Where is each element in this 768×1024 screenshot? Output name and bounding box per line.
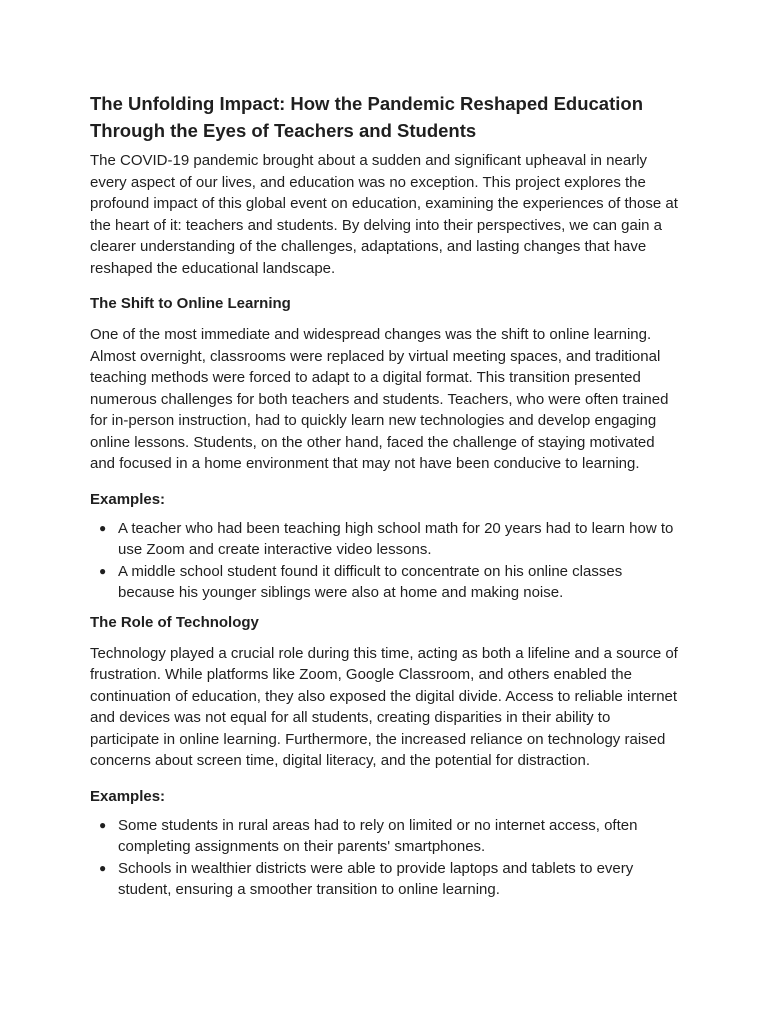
list-item bbox=[99, 518, 678, 561]
bullet-icon: ● bbox=[99, 520, 107, 535]
examples-label: Examples: bbox=[90, 787, 166, 805]
intro-paragraph: The COVID-19 pandemic brought about a sudden and significant upheaval in nearly every aspect of our lives, and education was no exception. This project explores the profound impact of this global event on education, examining the experiences of those at the heart of it: teachers and students. By delving into their perspectives, we can gain a clearer understanding of the challenges, adaptations, and lasting changes that have reshaped the educational landscape. bbox=[90, 152, 678, 277]
examples-list bbox=[90, 518, 678, 604]
section-body-technology: Technology played a crucial role during this time, acting as both a lifeline and a source of frustration. While platforms like Zoom, Google Classroom, and others enabled the continuation of education, they also exposed the digital divide. Access to reliable internet and devices was not equal for all students, creating disparities in their ability to participate in online learning. Furthermore, the increased reliance on technology raised concerns about screen time, digital literacy, and the potential for distraction. bbox=[90, 644, 678, 769]
bullet-icon: ● bbox=[99, 563, 107, 578]
list-item-text: Schools in wealthier districts were able to provide laptops and tablets to every student, ensuring a smoother transition to online learning. bbox=[118, 859, 634, 898]
section-heading-online-learning: The Shift to Online Learning bbox=[90, 295, 291, 312]
bullet-icon: ● bbox=[99, 860, 107, 875]
list-item-text: Some students in rural areas had to rely on limited or no internet access, often completing assignments on their parents' smartphones. bbox=[118, 816, 638, 855]
list-item-text: A middle school student found it difficult to concentrate on his online classes because his younger siblings were also at home and making noise. bbox=[118, 562, 623, 601]
examples-label: Examples: bbox=[90, 490, 166, 508]
list-item bbox=[99, 815, 678, 858]
section-heading-technology: The Role of Technology bbox=[90, 613, 259, 631]
list-item-text: A teacher who had been teaching high school math for 20 years had to learn how to use Zoom and create interactive video lessons. bbox=[118, 519, 674, 558]
list-item bbox=[99, 561, 678, 604]
section-body-online-learning: One of the most immediate and widespread changes was the shift to online learning. Almost overnight, classrooms were replaced by virtual meeting spaces, and traditional teaching methods were forced to adapt to a digital format. This transition presented numerous challenges for both teachers and students. Teachers, who were often trained for in-person instruction, had to quickly learn new technologies and develop engaging online lessons. Students, on the other hand, faced the challenge of staying motivated and focused in a home environment that may not have been conducive to learning. bbox=[90, 326, 669, 472]
document-title: The Unfolding Impact: How the Pandemic Reshaped Education Through the Eyes of Teachers and Students bbox=[90, 93, 643, 141]
list-item bbox=[99, 858, 678, 901]
bullet-icon: ● bbox=[99, 817, 107, 832]
examples-list bbox=[90, 815, 678, 901]
